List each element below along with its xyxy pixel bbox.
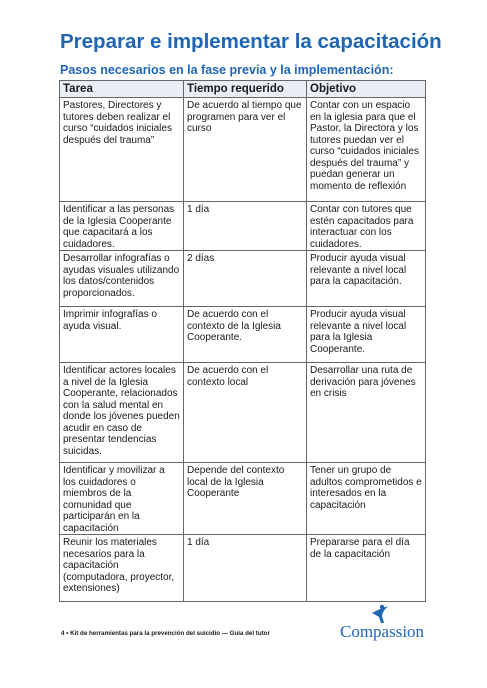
task-cell: Identificar actores locales a nivel de la Iglesia Cooperante, relacionados con la salud mental en donde los jóvenes pueden acudir en caso de presentar tendencias suicidas.	[60, 363, 184, 463]
compassion-logo	[340, 604, 430, 644]
time-cell: 2 días	[184, 251, 307, 307]
time-cell: 1 día	[184, 202, 307, 251]
task-cell: Imprimir infografías o ayuda visual.	[60, 307, 184, 363]
objective-cell: Producir ayuda visual relevante a nivel local para la Iglesia Cooperante.	[307, 307, 426, 363]
header-tiempo: Tiempo requerido	[184, 81, 307, 98]
table-row	[60, 202, 426, 251]
table-row	[60, 363, 426, 463]
page-number: 4	[61, 630, 65, 637]
footer-text: Kit de herramientas para la prevención del suicidio — Guía del tutor	[70, 630, 270, 637]
task-cell: Desarrollar infografías o ayudas visuales utilizando los datos/contenidos proporcionados.	[60, 251, 184, 307]
task-cell: Pastores, Directores y tutores deben realizar el curso “cuidados iniciales después del trauma”	[60, 98, 184, 202]
time-cell: De acuerdo al tiempo que programen para ver el curso	[184, 98, 307, 202]
page-title: Preparar e implementar la capacitación	[60, 30, 442, 53]
objective-cell: Desarrollar una ruta de derivación para jóvenes en crisis	[307, 363, 426, 463]
time-cell: De acuerdo con el contexto local	[184, 363, 307, 463]
table-row	[60, 535, 426, 602]
task-cell: Identificar y movilizar a los cuidadores o miembros de la comunidad que participarán en la capacitación	[60, 463, 184, 535]
figure-icon	[370, 604, 390, 624]
task-cell: Identificar a las personas de la Iglesia Cooperante que capacitará a los cuidadores.	[60, 202, 184, 251]
header-objetivo: Objetivo	[307, 81, 426, 98]
table-header-row	[60, 81, 426, 98]
objective-cell: Prepararse para el día de la capacitación	[307, 535, 426, 602]
section-subtitle: Pasos necesarios en la fase previa y la implementación:	[60, 63, 394, 77]
table-row	[60, 463, 426, 535]
objective-cell: Tener un grupo de adultos comprometidos e interesados en la capacitación	[307, 463, 426, 535]
table-row	[60, 307, 426, 363]
table-row	[60, 98, 426, 202]
time-cell: De acuerdo con el contexto de la Iglesia Cooperante.	[184, 307, 307, 363]
steps-table	[59, 80, 426, 602]
footer-bullet: •	[66, 630, 69, 637]
objective-cell: Producir ayuda visual relevante a nivel local para la capacitación.	[307, 251, 426, 307]
logo-text: Compassion	[340, 622, 425, 641]
objective-cell: Contar con tutores que estén capacitados para interactuar con los cuidadores.	[307, 202, 426, 251]
header-tarea: Tarea	[60, 81, 184, 98]
time-cell: Depende del contexto local de la Iglesia Cooperante	[184, 463, 307, 535]
table-row	[60, 251, 426, 307]
page-footer	[61, 630, 270, 637]
task-cell: Reunir los materiales necesarios para la capacitación (computadora, proyector, extensiones)	[60, 535, 184, 602]
objective-cell: Contar con un espacio en la iglesia para que el Pastor, la Directora y los tutores puedan ver el curso “cuidados iniciales después del trauma” y puedan generar un momento de reflexión	[307, 98, 426, 202]
time-cell: 1 día	[184, 535, 307, 602]
